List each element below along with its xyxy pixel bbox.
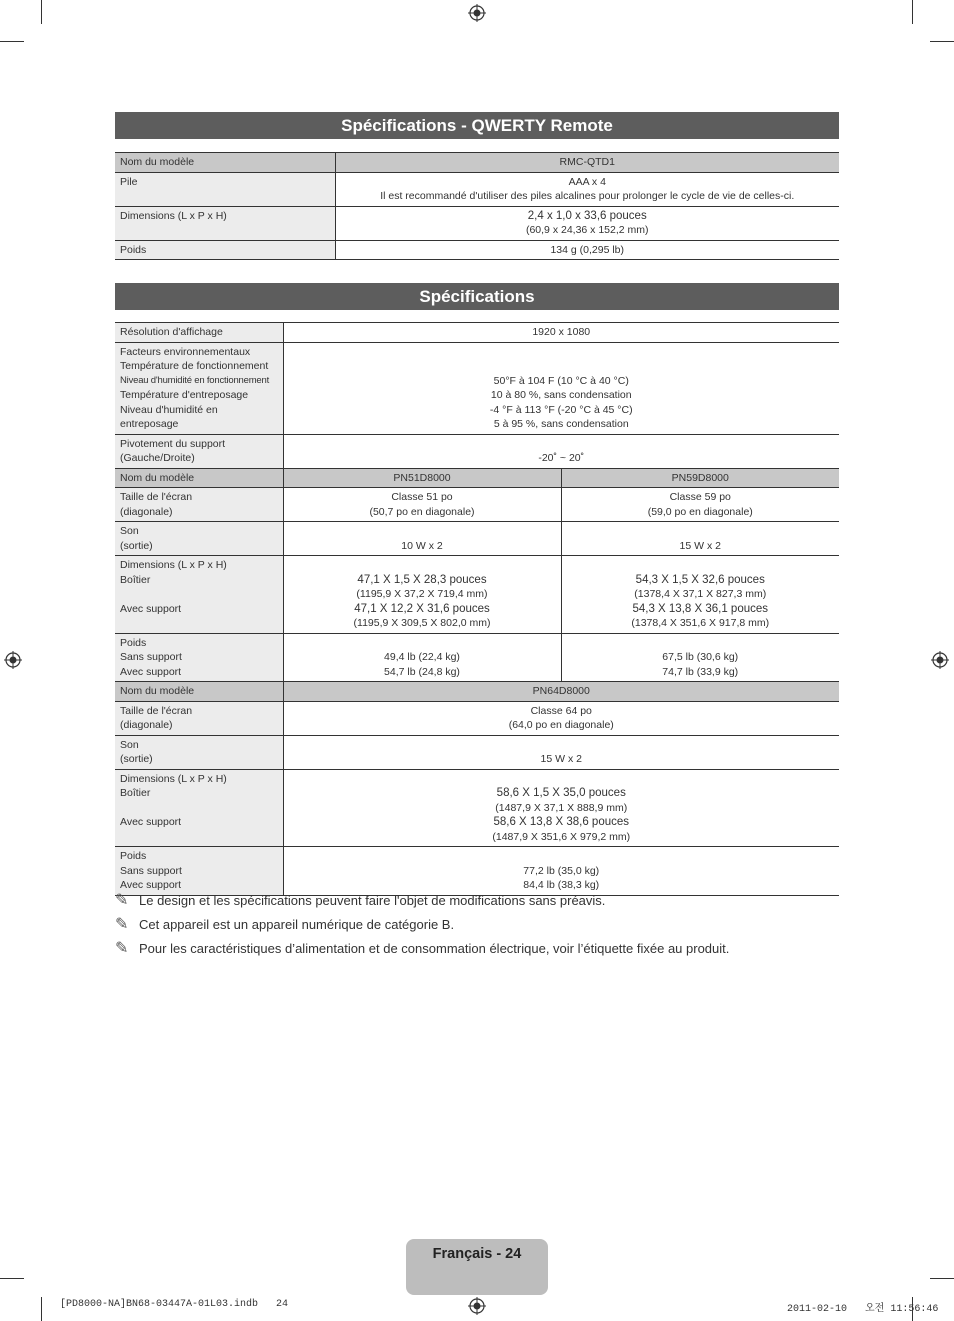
spec-line: (59,0 po en diagonale) [647, 505, 753, 518]
spec-value [283, 769, 839, 847]
spec-line: (60,9 x 24,36 x 152,2 mm) [525, 224, 649, 236]
spec-value [283, 633, 561, 682]
spec-line: Avec support [120, 665, 182, 678]
crop-mark [0, 41, 24, 42]
spec-line: 10 à 80 %, sans condensation [490, 389, 632, 401]
spec-line: -4 °F à 113 °F (-20 °C à 45 °C) [489, 403, 633, 416]
spec-value [283, 701, 839, 735]
spec-line: 49,4 lb (22,4 kg) [384, 651, 460, 663]
spec-line: (sortie) [120, 539, 153, 552]
table-row [115, 769, 839, 847]
table-row [115, 735, 839, 769]
crop-mark [0, 1278, 24, 1279]
spec-line: 47,1 X 12,2 X 31,6 pouces [354, 602, 490, 615]
spec-line: Avec support [120, 816, 182, 828]
spec-line: (1195,9 X 309,5 X 802,0 mm) [353, 617, 491, 629]
spec-line: Classe 64 po [530, 704, 592, 717]
spec-label [115, 633, 283, 682]
spec-line: Dimensions (L x P x H) [120, 559, 227, 571]
model-name: PN64D8000 [283, 682, 839, 702]
note-text: Pour les caractéristiques d’alimentation et de consommation électrique, voir l’étiquette fixée au produit. [139, 940, 730, 956]
spec-label: Nom du modèle [115, 682, 283, 702]
spec-line: Son [120, 738, 139, 751]
spec-line: 47,1 X 1,5 X 28,3 pouces [357, 573, 487, 586]
spec-line: Taille de l'écran [120, 491, 193, 503]
page-number-tab: Français - 24 [406, 1239, 548, 1295]
spec-line: Poids [120, 636, 147, 649]
registration-mark-icon [468, 4, 486, 22]
spec-line: Avec support [120, 879, 182, 891]
spec-value: 1920 x 1080 [283, 323, 839, 343]
spec-line: 54,3 X 13,8 X 36,1 pouces [632, 602, 769, 615]
spec-line [120, 587, 278, 602]
note-item [115, 912, 839, 936]
spec-line [120, 830, 278, 845]
spec-line: Niveau d'humidité en fonctionnement [120, 374, 270, 386]
spec-line: (1378,4 X 37,1 X 827,3 mm) [634, 588, 767, 600]
specs-section-title: Spécifications [115, 283, 839, 310]
crop-mark [912, 0, 913, 24]
spec-line: (50,7 po en diagonale) [369, 505, 475, 518]
registration-mark-icon [4, 651, 22, 669]
spec-label: Nom du modèle [115, 468, 283, 488]
table-row [115, 488, 839, 522]
spec-line: Température de fonctionnement [120, 360, 269, 372]
spec-label [115, 342, 283, 434]
spec-line: Classe 51 po [391, 491, 453, 503]
remote-spec-table [115, 152, 839, 260]
spec-line: Boîtier [120, 787, 151, 799]
registration-mark-icon [468, 1297, 486, 1315]
table-row [115, 153, 839, 173]
spec-line: (diagonale) [120, 505, 173, 518]
spec-value [283, 556, 561, 634]
spec-value [335, 206, 839, 240]
spec-line: (diagonale) [120, 719, 173, 731]
notes-list [115, 888, 839, 960]
pencil-note-icon: ✎ [115, 892, 129, 909]
note-item [115, 936, 839, 960]
table-row [115, 682, 839, 702]
spec-line: (1487,9 X 37,1 X 888,9 mm) [495, 801, 628, 814]
table-row [115, 206, 839, 240]
spec-line: Avec support [120, 602, 182, 615]
table-row [115, 434, 839, 468]
spec-value [561, 488, 839, 522]
crop-mark [930, 1278, 954, 1279]
spec-line: 5 à 95 %, sans condensation [493, 418, 629, 430]
crop-mark [41, 1297, 42, 1321]
spec-line: 2,4 x 1,0 x 33,6 pouces [527, 209, 647, 222]
spec-label: Poids [115, 240, 335, 260]
print-slug-timestamp: 2011-02-10 오전 11:56:46 [787, 1304, 939, 1315]
spec-label [115, 701, 283, 735]
spec-line: Sans support [120, 651, 182, 663]
spec-line: 58,6 X 1,5 X 35,0 pouces [496, 787, 626, 799]
note-text: Le design et les spécifications peuvent faire l'objet de modifications sans préavis. [139, 892, 606, 908]
spec-line: Poids [120, 850, 147, 862]
spec-line: Pivotement du support [120, 437, 226, 450]
spec-label [115, 556, 283, 634]
spec-label: Nom du modèle [115, 153, 335, 173]
spec-label [115, 488, 283, 522]
note-text: Cet appareil est un appareil numérique de catégorie B. [139, 916, 455, 932]
tv-spec-table [115, 322, 839, 896]
spec-line: 54,3 X 1,5 X 32,6 pouces [635, 573, 765, 586]
spec-line: Son [120, 525, 139, 537]
spec-label: Pile [115, 172, 335, 206]
spec-line: (64,0 po en diagonale) [508, 719, 614, 731]
spec-line: Sans support [120, 864, 182, 877]
spec-line: (Gauche/Droite) [120, 452, 195, 464]
spec-line: (1195,9 X 37,2 X 719,4 mm) [356, 588, 488, 600]
spec-line: 67,5 lb (30,6 kg) [662, 651, 739, 663]
spec-value [283, 488, 561, 522]
table-row [115, 240, 839, 260]
table-row [115, 556, 839, 634]
spec-line: 84,4 lb (38,3 kg) [523, 879, 600, 891]
spec-label: Résolution d'affichage [115, 323, 283, 343]
remote-section-title: Spécifications - QWERTY Remote [115, 112, 839, 139]
table-row [115, 323, 839, 343]
spec-label [115, 769, 283, 847]
spec-line: Facteurs environnementaux [120, 345, 251, 358]
spec-line: 54,7 lb (24,8 kg) [384, 665, 460, 678]
spec-line: 74,7 lb (33,9 kg) [662, 665, 739, 678]
table-row [115, 172, 839, 206]
spec-value: 10 W x 2 [283, 522, 561, 556]
spec-label [115, 735, 283, 769]
spec-line: Boîtier [120, 573, 151, 586]
spec-line: 58,6 X 13,8 X 38,6 pouces [493, 816, 630, 828]
spec-label: Dimensions (L x P x H) [115, 206, 335, 240]
spec-line: Classe 59 po [669, 491, 731, 503]
spec-line: Dimensions (L x P x H) [120, 772, 227, 785]
note-item [115, 888, 839, 912]
spec-label [115, 434, 283, 468]
spec-label [115, 522, 283, 556]
spec-value: RMC-QTD1 [335, 153, 839, 173]
pencil-note-icon: ✎ [115, 940, 129, 957]
model-name: PN59D8000 [561, 468, 839, 488]
model-name: PN51D8000 [283, 468, 561, 488]
print-slug-file: [PD8000-NA]BN68-03447A-01L03.indb 24 [60, 1299, 289, 1310]
spec-line [120, 616, 278, 631]
spec-value: -20˚ ~ 20˚ [283, 434, 839, 468]
table-row [115, 701, 839, 735]
registration-mark-icon [931, 651, 949, 669]
spec-line: 50°F à 104 F (10 °C à 40 °C) [493, 374, 629, 387]
pencil-note-icon: ✎ [115, 916, 129, 933]
table-row [115, 468, 839, 488]
spec-line: (sortie) [120, 753, 153, 765]
spec-value: 134 g (0,295 lb) [335, 240, 839, 260]
spec-line: 77,2 lb (35,0 kg) [523, 864, 600, 877]
table-row [115, 342, 839, 434]
spec-line: (1487,9 X 351,6 X 979,2 mm) [492, 830, 631, 843]
spec-value [561, 556, 839, 634]
spec-line [120, 801, 278, 816]
crop-mark [41, 0, 42, 24]
spec-line: Il est recommandé d'utiliser des piles alcalines pour prolonger le cycle de vie de celles-ci. [380, 190, 795, 202]
spec-value [561, 633, 839, 682]
table-row [115, 633, 839, 682]
spec-value: 15 W x 2 [561, 522, 839, 556]
crop-mark [930, 41, 954, 42]
spec-line: Taille de l'écran [120, 704, 193, 717]
spec-value [283, 342, 839, 434]
spec-line: Température d'entreposage [120, 389, 249, 401]
spec-line: AAA x 4 [568, 175, 606, 188]
spec-value: 15 W x 2 [283, 735, 839, 769]
spec-line: Niveau d'humidité en entreposage [120, 403, 218, 430]
spec-line: (1378,4 X 351,6 X 917,8 mm) [631, 617, 770, 629]
spec-value [335, 172, 839, 206]
table-row [115, 522, 839, 556]
